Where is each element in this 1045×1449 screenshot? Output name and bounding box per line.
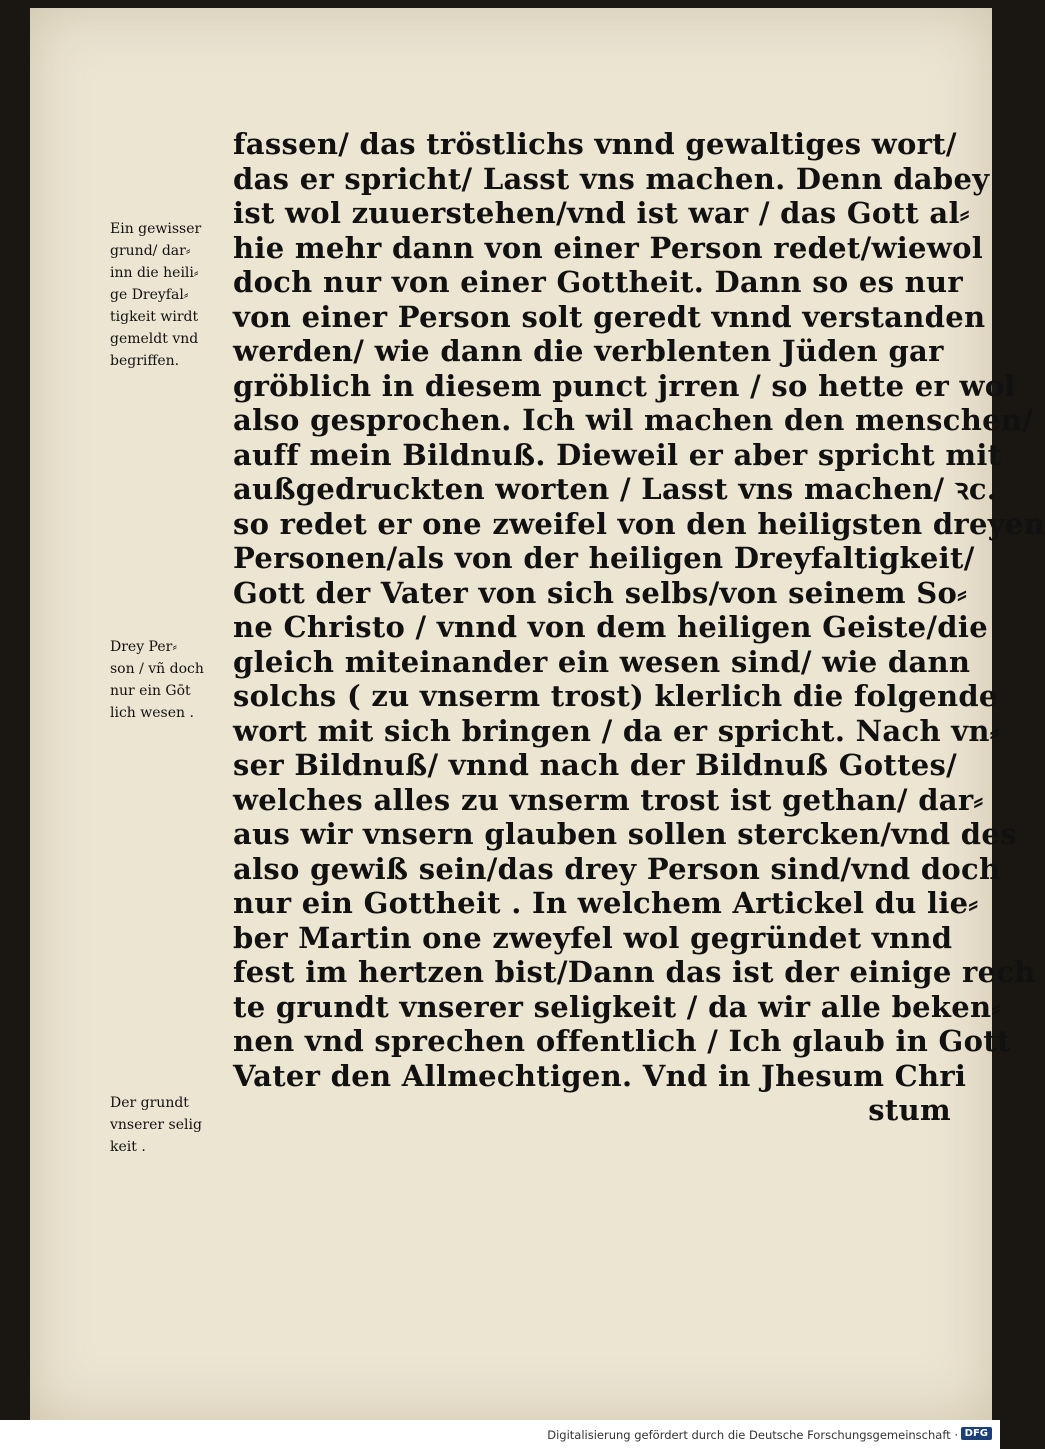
margin-note-trinity: [110, 218, 238, 372]
text-line: ne Christo / vnnd von dem heiligen Geiste/die: [233, 610, 988, 644]
text-line: hie mehr dann von einer Person redet/wiewol: [233, 230, 984, 265]
text-line: auff mein Bildnuß. Dieweil er aber spricht mit: [233, 437, 1002, 472]
text-line: ser Bildnuß/ vnnd nach der Bildnuß Gottes/: [233, 748, 958, 782]
text-line: Personen/als von der heiligen Dreyfaltigkeit/: [233, 541, 975, 575]
text-line: te grundt vnserer seligkeit / da wir alle beken⸗: [233, 989, 1002, 1024]
text-line: nur ein Gottheit . In welchem Artickel du lie⸗: [233, 886, 979, 920]
text-line: welches alles zu vnserm trost ist gethan/ dar⸗: [233, 782, 984, 817]
margin-note-line: keit .: [110, 1139, 146, 1155]
margin-note-line: Ein gewisser: [110, 221, 202, 237]
margin-note-line: nur ein Gōt: [110, 683, 191, 699]
text-line: also gewiß sein/das drey Person sind/vnd doch: [233, 851, 1001, 886]
text-line: ber Martin one zweyfel wol gegründet vnnd: [233, 920, 953, 955]
text-line: werden/ wie dann die verblenten Jüden gar: [233, 334, 944, 368]
text-line: also gesprochen. Ich wil machen den menschen/: [233, 403, 1034, 437]
text-line: so redet er one zweifel von den heiligsten dreyen: [233, 506, 1045, 541]
margin-note-three-persons: [110, 636, 238, 724]
text-line: Gott der Vater von sich selbs/von seinem So⸗: [233, 575, 968, 610]
footer-credit: Digitalisierung gefördert durch die Deutsche Forschungsgemeinschaft ·: [547, 1428, 958, 1442]
margin-note-line: Der grundt: [110, 1095, 189, 1111]
text-line: von einer Person solt geredt vnnd verstanden: [233, 299, 986, 334]
dfg-logo: DFG: [961, 1427, 992, 1440]
margin-note-line: begriffen.: [110, 353, 180, 369]
margin-note-line: Drey Per⸗: [110, 639, 177, 655]
text-line: nen vnd sprechen offentlich / Ich glaub in Gott: [233, 1024, 1011, 1058]
margin-note-line: vnserer selig: [110, 1117, 202, 1133]
margin-note-line: lich wesen .: [110, 705, 194, 721]
margin-note-line: grund/ dar⸗: [110, 243, 191, 259]
text-line: wort mit sich bringen / da er spricht. Nach vn⸗: [233, 713, 1000, 748]
text-line: aus wir vnsern glauben sollen stercken/vnd des: [233, 817, 1017, 851]
text-line: fassen/ das tröstlichs vnnd gewaltiges wort/: [233, 127, 957, 161]
margin-note-line: inn die heili⸗: [110, 265, 199, 281]
text-line: außgedruckten worten / Lasst vns machen/ ꝛc.: [233, 472, 998, 506]
text-line: fest im hertzen bist/Dann das ist der einige rech: [233, 955, 1036, 989]
text-line: gleich miteinander ein wesen sind/ wie dann: [233, 644, 971, 679]
text-line: ist wol zuuerstehen/vnd ist war / das Gott al⸗: [233, 196, 970, 230]
text-line: gröblich in diesem punct jrren / so hette er wol: [233, 368, 1016, 403]
text-line: das er spricht/ Lasst vns machen. Denn dabey: [233, 161, 990, 196]
margin-note-line: ge Dreyfal⸗: [110, 287, 189, 303]
margin-note-line: son / vñ doch: [110, 661, 204, 677]
text-line: doch nur von einer Gottheit. Dann so es nur: [233, 265, 963, 299]
margin-note-ground: [110, 1092, 238, 1158]
footer-bar: [0, 1420, 1000, 1449]
main-text-block: [233, 127, 1045, 1128]
margin-note-line: gemeldt vnd: [110, 331, 199, 347]
margin-note-line: tigkeit wirdt: [110, 309, 199, 325]
text-line: Vater den Allmechtigen. Vnd in Jhesum Chri: [233, 1058, 967, 1093]
text-line: solchs ( zu vnserm trost) klerlich die folgende: [233, 679, 998, 713]
catchword: stum: [868, 1093, 951, 1127]
